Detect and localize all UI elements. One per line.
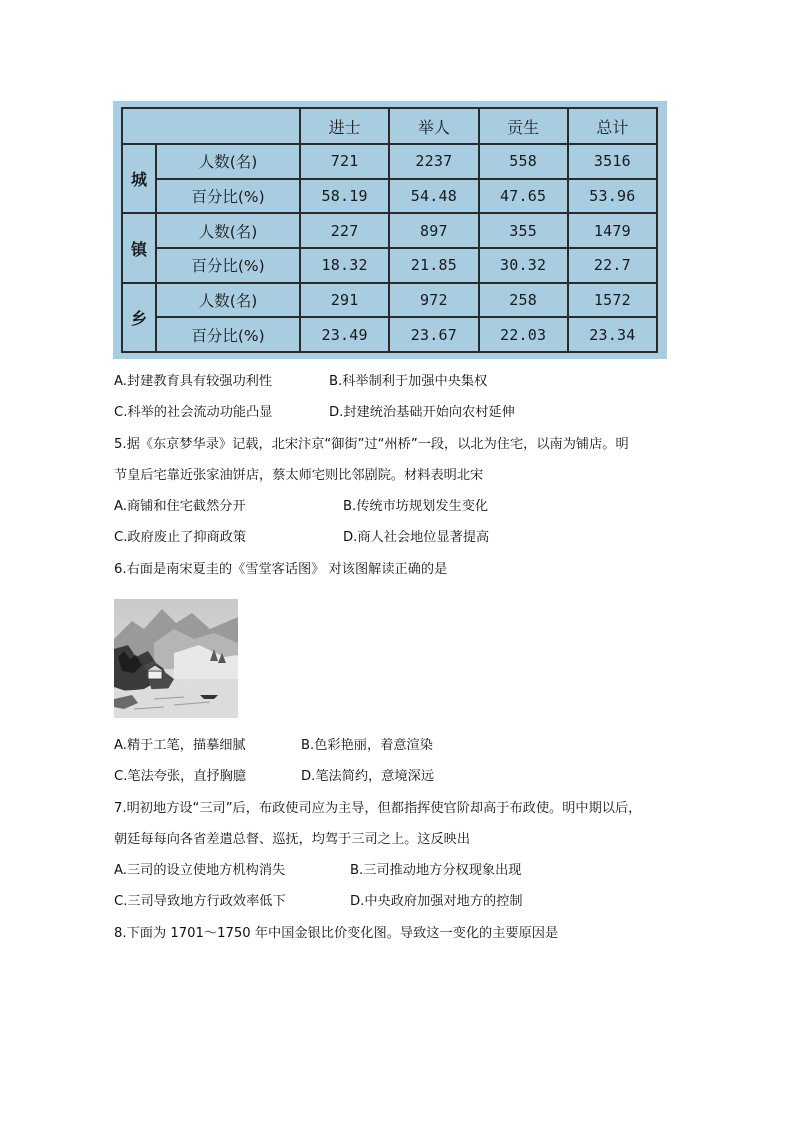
q6-option-c: C.笔法夸张，直抒胸臆 — [114, 769, 247, 784]
row-label: 人数(名) — [156, 144, 300, 179]
q7-stem-line-2: 朝廷每每向各省差遣总督、巡抚，均驾于三司之上。这反映出 — [114, 832, 471, 847]
table-cell: 897 — [389, 213, 478, 248]
table-cell: 258 — [479, 283, 568, 318]
table-cell: 21.85 — [389, 248, 478, 283]
table-cell: 23.34 — [568, 317, 657, 352]
table-cell: 47.65 — [479, 179, 568, 214]
header-cell: 举人 — [389, 108, 478, 144]
row-label: 人数(名) — [156, 213, 300, 248]
q4-option-b: B.科举制利于加强中央集权 — [329, 374, 488, 389]
painting-image — [114, 599, 238, 718]
table-cell: 227 — [300, 213, 389, 248]
q4-option-a: A.封建教育具有较强功利性 — [114, 374, 273, 389]
table-row — [122, 283, 657, 318]
header-cell: 贡生 — [479, 108, 568, 144]
data-table-image — [113, 101, 667, 359]
table-cell: 3516 — [568, 144, 657, 179]
table-cell: 291 — [300, 283, 389, 318]
q6-option-a: A.精于工笔，描摹细腻 — [114, 738, 246, 753]
q7-option-c: C.三司导致地方行政效率低下 — [114, 894, 286, 909]
group-label: 城 — [122, 144, 156, 213]
table-cell: 22.03 — [479, 317, 568, 352]
table-row — [122, 179, 657, 214]
table-row — [122, 248, 657, 283]
q5-option-d: D.商人社会地位显著提高 — [343, 530, 490, 545]
table-corner-cell — [122, 108, 300, 144]
q5-option-a: A.商铺和住宅截然分开 — [114, 499, 246, 514]
row-label: 百分比(%) — [156, 179, 300, 214]
q7-option-a: A.三司的设立使地方机构消失 — [114, 863, 286, 878]
table-header-row — [122, 108, 657, 144]
table-cell: 1572 — [568, 283, 657, 318]
landscape-painting-icon — [114, 599, 238, 718]
q7-option-d: D.中央政府加强对地方的控制 — [350, 894, 523, 909]
q5-stem-line-1: 5.据《东京梦华录》记载，北宋汴京“御街”过“州桥”一段，以北为住宅，以南为铺店。明 — [114, 437, 629, 452]
table-row — [122, 144, 657, 179]
data-table — [121, 107, 658, 353]
table-cell: 23.67 — [389, 317, 478, 352]
table-cell: 23.49 — [300, 317, 389, 352]
table-cell: 22.7 — [568, 248, 657, 283]
q7-option-b: B.三司推动地方分权现象出现 — [350, 863, 522, 878]
q6-stem: 6.右面是南宋夏圭的《雪堂客话图》 对该图解读正确的是 — [114, 562, 448, 577]
table-row — [122, 317, 657, 352]
row-label: 人数(名) — [156, 283, 300, 318]
table-cell: 58.19 — [300, 179, 389, 214]
table-cell: 721 — [300, 144, 389, 179]
table-cell: 53.96 — [568, 179, 657, 214]
q5-option-c: C.政府废止了抑商政策 — [114, 530, 247, 545]
row-label: 百分比(%) — [156, 248, 300, 283]
q4-option-c: C.科举的社会流动功能凸显 — [114, 405, 273, 420]
header-cell: 总计 — [568, 108, 657, 144]
table-row — [122, 213, 657, 248]
table-cell: 1479 — [568, 213, 657, 248]
group-label: 镇 — [122, 213, 156, 282]
q4-option-d: D.封建统治基础开始向农村延伸 — [329, 405, 515, 420]
table-cell: 558 — [479, 144, 568, 179]
q7-stem-line-1: 7.明初地方设“三司”后，布政使司应为主导，但都指挥使官阶却高于布政使。明中期以后， — [114, 801, 642, 816]
group-label: 乡 — [122, 283, 156, 352]
table-cell: 18.32 — [300, 248, 389, 283]
table-cell: 2237 — [389, 144, 478, 179]
table-cell: 355 — [479, 213, 568, 248]
row-label: 百分比(%) — [156, 317, 300, 352]
q8-stem: 8.下面为 1701～1750 年中国金银比价变化图。导致这一变化的主要原因是 — [114, 926, 559, 941]
table-cell: 972 — [389, 283, 478, 318]
q6-option-b: B.色彩艳丽，着意渲染 — [301, 738, 433, 753]
q5-option-b: B.传统市坊规划发生变化 — [343, 499, 489, 514]
header-cell: 进士 — [300, 108, 389, 144]
table-cell: 54.48 — [389, 179, 478, 214]
table-cell: 30.32 — [479, 248, 568, 283]
q6-option-d: D.笔法简约，意境深远 — [301, 769, 435, 784]
q5-stem-line-2: 节皇后宅靠近张家油饼店，蔡太师宅则比邻剧院。材料表明北宋 — [114, 468, 484, 483]
